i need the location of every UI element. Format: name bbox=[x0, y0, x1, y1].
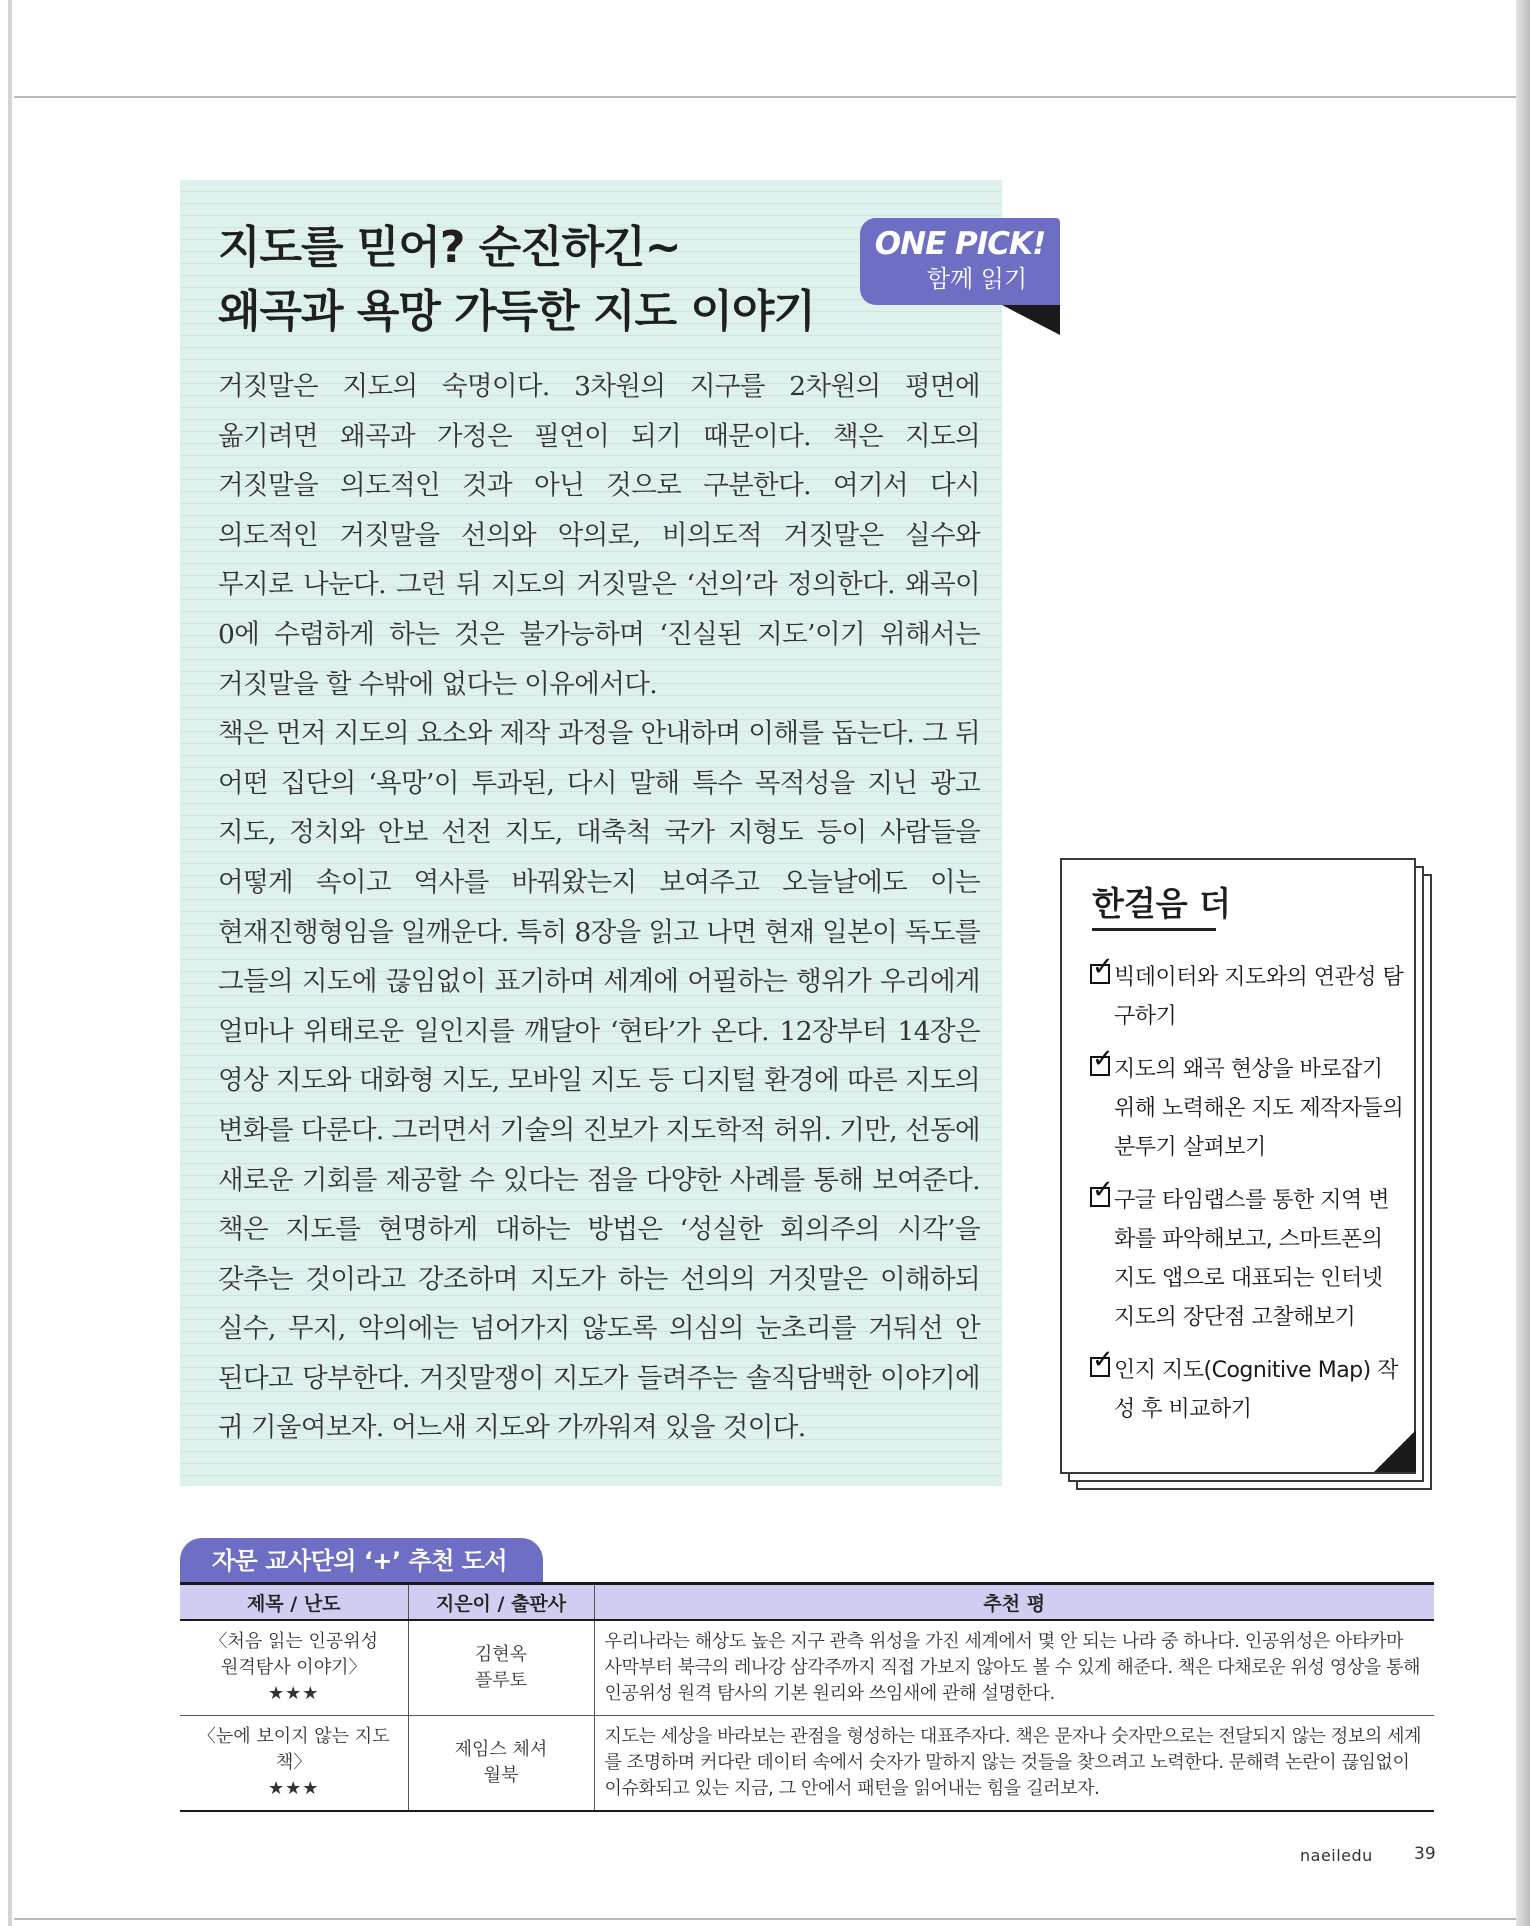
checkbox-checked-icon bbox=[1090, 1056, 1110, 1076]
page-binding-edge bbox=[8, 0, 12, 1926]
book-title-cell bbox=[180, 1620, 408, 1716]
article-body bbox=[218, 362, 980, 1453]
header-title-difficulty: 제목 / 난도 bbox=[180, 1584, 408, 1621]
note-fold-corner bbox=[1374, 1430, 1416, 1472]
one-step-more-card bbox=[1060, 858, 1432, 1488]
book-author: 제임스 체셔 bbox=[454, 1739, 548, 1760]
article-paragraph-2: 책은 먼저 지도의 요소와 제작 과정을 안내하며 이해를 돕는다. 그 뒤 어떤 집단의 ‘욕망’이 투과된, 다시 말해 특수 목적성을 지닌 광고 지도, 정치와 안보 선전 지도, 대축척 국가 지형도 등이 사람들을 어떻게 속이고 역사를 바꿔왔는지 보여주고 오늘날에도 이는 현재진행형임을 일깨운다. 특히 8장을 읽고 나면 현재 일본이 독도를 그들의 지도에 끊임없이 표기하며 세계에 어필하는 행위가 우리에게 얼마나 위태로운 일인지를 깨달아 ‘현타’가 온다. 12장부터 14장은 영상 지도와 대화형 지도, 모바일 지도 등 디지털 환경에 따른 지도의 변화를 다룬다. 그러면서 기술의 진보가 지도학적 허위. 기만, 선동에 새로운 기회를 제공할 수 있다는 점을 다양한 사례를 통해 보여준다. 책은 지도를 현명하게 대하는 방법은 ‘성실한 회의주의 시각’을 갖추는 것이라고 강조하며 지도가 하는 선의의 거짓말은 이해하되 실수, 무지, 악의에는 넘어가지 않도록 의심의 눈초리를 거둬선 안 된다고 당부한다. 거짓말쟁이 지도가 들려주는 솔직담백한 이야기에 귀 기울여보자. 어느새 지도와 가까워져 있을 것이다. bbox=[218, 718, 980, 1444]
book-title-line: 〈처음 읽는 인공위성 bbox=[209, 1631, 379, 1652]
note-front-sheet bbox=[1060, 858, 1416, 1474]
author-publisher-cell bbox=[408, 1620, 594, 1716]
note-item-text: 인지 지도(Cognitive Map) 작성 후 비교하기 bbox=[1114, 1358, 1398, 1422]
note-item bbox=[1090, 1181, 1406, 1337]
footer-brand: naeiledu bbox=[1300, 1846, 1373, 1865]
review-cell: 지도는 세상을 바라보는 관점을 형성하는 대표주자다. 책은 문자나 숫자만으로는 전달되지 않는 정보의 세계를 조명하며 커다란 데이터 속에서 숫자가 말하지 않는 것들을 찾으려고 노력한다. 문해력 논란이 끊임없이 이슈화되고 있는 지금, 그 안에서 패턴을 읽어내는 힘을 길러보자. bbox=[594, 1716, 1434, 1812]
table-header-row bbox=[180, 1584, 1434, 1621]
one-pick-badge bbox=[860, 218, 1060, 305]
badge-fold-corner bbox=[1002, 305, 1060, 335]
note-checklist bbox=[1090, 958, 1406, 1443]
article-headline bbox=[218, 216, 815, 344]
book-title-line: 〈눈에 보이지 않는 지도책〉 bbox=[197, 1726, 390, 1773]
note-item-text: 구글 타임랩스를 통한 지역 변화를 파악해보고, 스마트폰의 지도 앱으로 대표되는 인터넷 지도의 장단점 고찰해보기 bbox=[1114, 1188, 1389, 1330]
checkbox-checked-icon bbox=[1090, 1357, 1110, 1377]
book-author: 김현옥 bbox=[474, 1644, 528, 1665]
bottom-rule bbox=[14, 1918, 1516, 1920]
page-number: 39 bbox=[1414, 1844, 1436, 1864]
headline-line-1: 지도를 믿어? 순진하긴~ bbox=[218, 222, 681, 273]
book-publisher: 플루토 bbox=[474, 1670, 528, 1691]
top-rule bbox=[14, 96, 1516, 98]
difficulty-stars: ★★★ bbox=[268, 1778, 320, 1799]
note-item bbox=[1090, 1050, 1406, 1167]
table-row bbox=[180, 1620, 1434, 1716]
book-title-cell bbox=[180, 1716, 408, 1812]
recommend-tab-label: 자문 교사단의 ‘+’ 추천 도서 bbox=[180, 1538, 543, 1582]
review-cell: 우리나라는 해상도 높은 지구 관측 위성을 가진 세계에서 몇 안 되는 나라 중 하나다. 인공위성은 아타카마 사막부터 북극의 레나강 삼각주까지 직접 가보지 않아도 볼 수 있게 해준다. 책은 다채로운 위성 영상을 통해 인공위성 원격 탐사의 기본 원리와 쓰임새에 관해 설명한다. bbox=[594, 1620, 1434, 1716]
checkbox-checked-icon bbox=[1090, 1187, 1110, 1207]
article-box bbox=[180, 180, 1002, 1486]
header-review: 추천 평 bbox=[594, 1584, 1434, 1621]
note-title: 한걸음 더 bbox=[1092, 884, 1232, 923]
note-item bbox=[1090, 958, 1406, 1036]
author-publisher-cell bbox=[408, 1716, 594, 1812]
headline-line-2: 왜곡과 욕망 가득한 지도 이야기 bbox=[218, 286, 815, 337]
note-title-underline bbox=[1092, 928, 1216, 931]
note-item-text: 빅데이터와 지도와의 연관성 탐구하기 bbox=[1114, 965, 1404, 1029]
badge-subtitle: 함께 읽기 bbox=[926, 265, 1028, 293]
table-row bbox=[180, 1716, 1434, 1812]
note-item-text: 지도의 왜곡 현상을 바로잡기 위해 노력해온 지도 제작자들의 분투기 살펴보기 bbox=[1114, 1057, 1404, 1160]
recommend-table bbox=[180, 1582, 1434, 1812]
header-author-publisher: 지은이 / 출판사 bbox=[408, 1584, 594, 1621]
badge-title: ONE PICK! bbox=[874, 226, 1046, 262]
book-title-line: 원격탐사 이야기〉 bbox=[221, 1657, 367, 1678]
checkbox-checked-icon bbox=[1090, 964, 1110, 984]
difficulty-stars: ★★★ bbox=[268, 1683, 320, 1704]
page-fore-edge bbox=[1516, 0, 1530, 1926]
book-publisher: 월북 bbox=[483, 1765, 519, 1786]
note-item bbox=[1090, 1351, 1406, 1429]
article-paragraph-1: 거짓말은 지도의 숙명이다. 3차원의 지구를 2차원의 평면에 옮기려면 왜곡과 가정은 필연이 되기 때문이다. 책은 지도의 거짓말을 의도적인 것과 아닌 것으로 구분한다. 여기서 다시 의도적인 거짓말을 선의와 악의로, 비의도적 거짓말은 실수와 무지로 나눈다. 그런 뒤 지도의 거짓말은 ‘선의’라 정의한다. 왜곡이 0에 수렴하게 하는 것은 불가능하며 ‘진실된 지도’이기 위해서는 거짓말을 할 수밖에 없다는 이유에서다. bbox=[218, 371, 980, 700]
